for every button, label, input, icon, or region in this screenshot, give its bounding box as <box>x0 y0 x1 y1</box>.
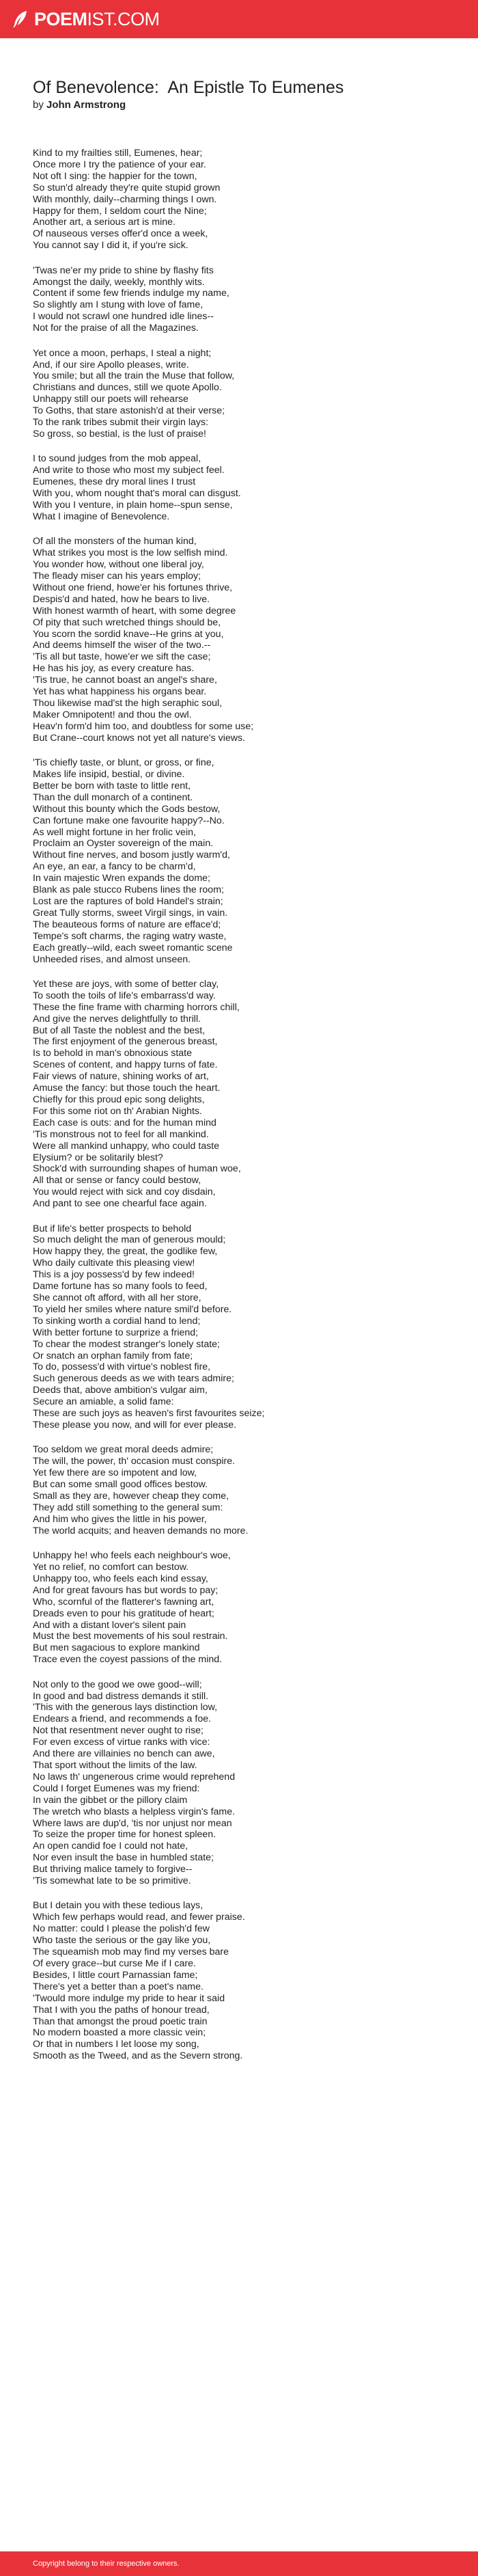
poem-line: And give the nerves delightfully to thrill. <box>33 1013 201 1025</box>
poem-line: Each case is outs: and for the human mind <box>33 1117 216 1128</box>
poem-line: Which few perhaps would read, and fewer praise. <box>33 1912 245 1923</box>
poem-line: And there are villainies no bench can awe, <box>33 1748 215 1760</box>
stanza <box>33 453 449 522</box>
poem-line: Trace even the coyest passions of the mind. <box>33 1654 223 1666</box>
poem-line: An eye, an ear, a fancy to be charm'd, <box>33 861 196 873</box>
poem-line: No laws th' ungenerous crime would reprehend <box>33 1771 236 1782</box>
poem-line: But Crane--court knows not yet all nature's views. <box>33 732 246 744</box>
poem-line: For this some riot on th' Arabian Nights. <box>33 1105 202 1117</box>
poem-line: Not that resentment never ought to rise; <box>33 1725 203 1737</box>
poem-line: Kind to my frailties still, Eumenes, hear; <box>33 148 203 159</box>
poem-line: She cannot oft afford, with all her store, <box>33 1292 201 1303</box>
poem-line: Without fine nerves, and bosom justly warm'd, <box>33 850 230 861</box>
poem-line: Blank as pale stucco Rubens lines the room; <box>33 884 224 896</box>
poem-line: Tempe's soft charms, the raging watry waste, <box>33 930 227 942</box>
poem-line: That I with you the paths of honour tread, <box>33 2004 210 2016</box>
poem-line: 'Tis somewhat late to be so primitive. <box>33 1875 191 1887</box>
poem-line: You cannot say I did it, if you're sick. <box>33 240 188 252</box>
poem-line: As well might fortune in her frolic vein, <box>33 826 196 838</box>
poem-line: What I imagine of Benevolence. <box>33 511 170 522</box>
poem-line: Elysium? or be solitarily blest? <box>33 1152 163 1163</box>
poem-line: Unhappy still our poets will rehearse <box>33 394 188 405</box>
poem-line: The first enjoyment of the generous breast, <box>33 1036 218 1048</box>
poem-line: An open candid foe I could not hate, <box>33 1841 188 1852</box>
poem-line: But can some small good offices bestow. <box>33 1479 208 1491</box>
poem-line: So slightly am I stung with love of fame, <box>33 299 203 311</box>
poem-line: Were all mankind unhappy, who could taste <box>33 1140 220 1152</box>
poem-line: Another art, a serious art is mine. <box>33 217 175 228</box>
poem-line: Who taste the serious or the gay like you, <box>33 1935 211 1947</box>
poem-line: To the rank tribes submit their virgin lays: <box>33 417 209 429</box>
poem-line: In vain majestic Wren expands the dome; <box>33 873 210 884</box>
poem-line: Who, scornful of the flatterer's fawning art, <box>33 1596 214 1608</box>
poem-line: Not oft I sing: the happier for the town, <box>33 170 197 182</box>
poem-line: With honest warmth of heart, with some degree <box>33 605 236 616</box>
poem-line: The world acquits; and heaven demands no more. <box>33 1525 249 1536</box>
poem-line: Heav'n form'd him too, and doubtless for some use; <box>33 720 254 732</box>
poem-line: Without this bounty which the Gods bestow, <box>33 803 221 815</box>
site-logo-text <box>34 9 160 30</box>
poem-line: Such generous deeds as we with tears admire; <box>33 1373 234 1385</box>
poem-title: Of Benevolence: An Epistle To Eumenes <box>33 78 344 97</box>
poem-line: The wretch who blasts a helpless virgin's fame. <box>33 1806 236 1817</box>
poem-line: 'Tis monstrous not to feel for all mankind. <box>33 1128 209 1140</box>
poem-line: So gross, so bestial, is the lust of praise! <box>33 428 206 439</box>
logo-light-text: IST.COM <box>87 8 160 29</box>
poem-line: I to sound judges from the mob appeal, <box>33 453 201 465</box>
site-logo[interactable] <box>12 9 160 30</box>
poem-line: Could I forget Eumenes was my friend: <box>33 1782 200 1794</box>
poem-line: Amongst the daily, weekly, monthly wits. <box>33 276 205 288</box>
poem-line: But men sagacious to explore mankind <box>33 1642 200 1654</box>
poem-line: Happy for them, I seldom court the Nine; <box>33 205 207 217</box>
poem-line: Thou likewise mad'st the high seraphic soul, <box>33 697 223 709</box>
poem-line: Smooth as the Tweed, and as the Severn strong. <box>33 2050 243 2062</box>
poem-line: Yet no relief, no comfort can bestow. <box>33 1562 189 1573</box>
site-header <box>0 0 478 38</box>
poem-line: These the fine frame with charming horrors chill, <box>33 1001 240 1013</box>
poem-line: Proclaim an Oyster sovereign of the main. <box>33 838 214 850</box>
poem-line: To sooth the toils of life's embarrass'd way. <box>33 990 216 1001</box>
poem-line: So stun'd already they're quite stupid grown <box>33 182 221 193</box>
poem-line: He has his joy, as every creature has. <box>33 663 195 675</box>
poem-line: All that or sense or fancy could bestow, <box>33 1175 201 1187</box>
stanza <box>33 1444 449 1536</box>
poem-line: Secure an amiable, a solid fame: <box>33 1396 174 1408</box>
poem-line: You scorn the sordid knave--He grins at you, <box>33 628 224 640</box>
stanza <box>33 757 449 965</box>
copyright-text: Copyright belong to their respective owners. <box>33 2560 180 2568</box>
poem-line: To chear the modest stranger's lonely state; <box>33 1338 220 1350</box>
poem-line: To do, possess'd with virtue's noblest fire, <box>33 1361 211 1373</box>
poem-line: Yet few there are so impotent and low, <box>33 1467 197 1479</box>
poem-line: Not only to the good we owe good--will; <box>33 1679 202 1690</box>
poem-line: Once more I try the patience of your ear. <box>33 159 206 170</box>
poem-line: Must the best movements of his soul restrain. <box>33 1631 228 1642</box>
poem-line: Maker Omnipotent! and thou the owl. <box>33 709 192 720</box>
poem-line: Unheeded rises, and almost unseen. <box>33 953 191 965</box>
poem-line: Of pity that such wretched things should be, <box>33 616 221 628</box>
poem-line: In good and bad distress demands it still. <box>33 1690 209 1702</box>
poem-line: Of every grace--but curse Me if I care. <box>33 1958 196 1969</box>
poem-body <box>33 148 449 2062</box>
poem-line: Shock'd with surrounding shapes of human woe, <box>33 1163 241 1175</box>
quill-logo-icon <box>12 10 29 28</box>
poem-line: The squeamish mob may find my verses bare <box>33 1947 229 1958</box>
poem-line: No matter: could I please the polish'd few <box>33 1923 210 1935</box>
poem-line: 'This with the generous lays distinction low, <box>33 1702 218 1713</box>
poem-line: But I detain you with these tedious lays, <box>33 1900 203 1912</box>
poem-line: These are such joys as heaven's first favourites seize; <box>33 1408 265 1420</box>
poem-line: Deeds that, above ambition's vulgar aim, <box>33 1385 208 1396</box>
poem-line: Nor even insult the base in humbled state; <box>33 1852 214 1864</box>
poem-line: And pant to see one chearful face again. <box>33 1198 207 1210</box>
poem-line: Where laws are dup'd, 'tis nor unjust nor mean <box>33 1817 232 1829</box>
poem-line: Scenes of content, and happy turns of fate. <box>33 1059 218 1071</box>
poem-line: How happy they, the great, the godlike few, <box>33 1246 218 1258</box>
poem-line: Great Tully storms, sweet Virgil sings, in vain. <box>33 907 228 919</box>
poem-line: For even excess of virtue ranks with vice: <box>33 1737 210 1748</box>
poem-line: Can fortune make one favourite happy?--No. <box>33 815 225 826</box>
byline <box>33 98 449 112</box>
logo-bold-text: POEM <box>34 8 87 29</box>
poem-line: What strikes you most is the low selfish mind. <box>33 547 228 559</box>
poem-line: But if life's better prospects to behold <box>33 1223 192 1234</box>
poem-line: Unhappy he! who feels each neighbour's woe, <box>33 1550 231 1562</box>
poem-line: 'Tis true, he cannot boast an angel's share, <box>33 675 217 686</box>
stanza <box>33 1223 449 1431</box>
poem-line: To Goths, that stare astonish'd at their verse; <box>33 405 225 417</box>
poem-line: With you I venture, in plain home--spun sense, <box>33 499 233 511</box>
stanza <box>33 536 449 744</box>
poem-line: Small as they are, however cheap they come, <box>33 1490 229 1502</box>
poem-line: This is a joy possess'd by few indeed! <box>33 1269 195 1281</box>
stanza <box>33 148 449 252</box>
stanza <box>33 1900 449 2062</box>
poem-line: 'Tis chiefly taste, or blunt, or gross, or fine, <box>33 757 214 769</box>
poem-line: To yield her smiles where nature smil'd before. <box>33 1303 232 1315</box>
poem-line: Lost are the raptures of bold Handel's strain; <box>33 895 223 907</box>
poem-line: And deems himself the wiser of the two.-- <box>33 640 211 651</box>
poem-line: With better fortune to surprize a friend; <box>33 1327 199 1338</box>
poem-line: Makes life insipid, bestial, or divine. <box>33 769 185 780</box>
poem-line: There's yet a better than a poet's name. <box>33 1981 203 1992</box>
poem-line: Yet has what happiness his organs bear. <box>33 686 207 698</box>
poem-line: No modern boasted a more classic vein; <box>33 2027 206 2039</box>
poem-line: Or that in numbers I let loose my song, <box>33 2039 199 2050</box>
poem-line: Each greatly--wild, each sweet romantic scene <box>33 942 233 953</box>
poem-line: Without one friend, howe'er his fortunes thrive, <box>33 582 233 593</box>
poem-line: You smile; but all the train the Muse that follow, <box>33 370 235 382</box>
poem-line: With monthly, daily--charming things I own. <box>33 193 217 205</box>
poem-line: You wonder how, without one liberal joy, <box>33 559 204 571</box>
site-footer <box>0 2551 478 2576</box>
poem-line: Fair views of nature, shining works of art, <box>33 1071 209 1083</box>
stanza <box>33 1679 449 1887</box>
stanza <box>33 265 449 334</box>
poem-line: Yet these are joys, with some of better clay, <box>33 978 219 990</box>
poem-line: Better be born with taste to little rent, <box>33 780 191 791</box>
poem-line: Too seldom we great moral deeds admire; <box>33 1444 214 1456</box>
poem-line: Than the dull monarch of a continent. <box>33 791 193 803</box>
poem-line: Despis'd and hated, how he bears to live. <box>33 593 210 605</box>
poem-content <box>33 77 449 2076</box>
poem-line: The fleady miser can his years employ; <box>33 571 201 582</box>
poem-line: These please you now, and will for ever please. <box>33 1419 237 1431</box>
poem-line: They add still something to the general sum: <box>33 1502 223 1513</box>
poem-line: Eumenes, these dry moral lines I trust <box>33 476 196 488</box>
poem-line: 'Twould more indulge my pride to hear it said <box>33 1992 225 2004</box>
poem-line: Chiefly for this proud epic song delights, <box>33 1094 205 1105</box>
poem-line: The beauteous forms of nature are efface'd; <box>33 919 221 930</box>
poem-line: To seize the proper time for honest spleen. <box>33 1829 216 1841</box>
poem-line: And him who gives the little in his power, <box>33 1513 207 1525</box>
poem-line: Is to behold in man's obnoxious state <box>33 1048 193 1059</box>
poem-line: Yet once a moon, perhaps, I steal a night; <box>33 347 212 359</box>
poem-line: Content if some few friends indulge my name, <box>33 288 229 299</box>
poem-line: Besides, I little court Parnassian fame; <box>33 1969 198 1981</box>
poem-line: 'Tis all but taste, howe'er we sift the case; <box>33 651 211 663</box>
poem-line: And with a distant lover's silent pain <box>33 1619 186 1631</box>
stanza <box>33 348 449 440</box>
poem-line: Who daily cultivate this pleasing view! <box>33 1258 195 1269</box>
poem-line: And, if our sire Apollo pleases, write. <box>33 359 189 370</box>
poem-line: Amuse the fancy: but those touch the heart. <box>33 1083 221 1094</box>
stanza <box>33 979 449 1210</box>
poem-line: Unhappy too, who feels each kind essay, <box>33 1573 208 1584</box>
poem-line: Or snatch an orphan family from fate; <box>33 1350 193 1361</box>
poem-line: To sinking worth a cordial hand to lend; <box>33 1315 201 1327</box>
by-label: by <box>33 99 44 111</box>
poem-line: Of nauseous verses offer'd once a week, <box>33 228 208 240</box>
poem-line: And write to those who most my subject feel. <box>33 465 225 476</box>
stanza <box>33 1550 449 1666</box>
poem-line: I would not scrawl one hundred idle lines-- <box>33 311 214 323</box>
poem-line: The will, the power, th' occasion must conspire. <box>33 1456 236 1467</box>
poem-line: So much delight the man of generous mould; <box>33 1234 226 1246</box>
poem-line: Endears a friend, and recommends a foe. <box>33 1713 212 1725</box>
poem-line: Not for the praise of all the Magazines. <box>33 323 199 334</box>
poem-line: Of all the monsters of the human kind, <box>33 536 197 547</box>
poem-line: With you, whom nought that's moral can disgust. <box>33 488 241 500</box>
author-link[interactable]: John Armstrong <box>46 99 126 111</box>
poem-line: And for great favours has but words to pay; <box>33 1584 219 1596</box>
poem-line: 'Twas ne'er my pride to shine by flashy fits <box>33 265 214 276</box>
poem-line: Dreads even to pour his gratitude of heart; <box>33 1608 214 1619</box>
poem-line: Dame fortune has so many fools to feed, <box>33 1281 208 1292</box>
poem-line: You would reject with sick and coy disdain, <box>33 1187 216 1198</box>
poem-line: In vain the gibbet or the pillory claim <box>33 1794 188 1806</box>
poem-line: Christians and dunces, still we quote Apollo. <box>33 382 222 394</box>
poem-line: That sport without the limits of the law. <box>33 1760 197 1771</box>
poem-line: But thriving malice tamely to forgive-- <box>33 1864 193 1875</box>
poem-line: Than that amongst the proud poetic train <box>33 2016 208 2027</box>
poem-line: But of all Taste the noblest and the best, <box>33 1025 206 1036</box>
